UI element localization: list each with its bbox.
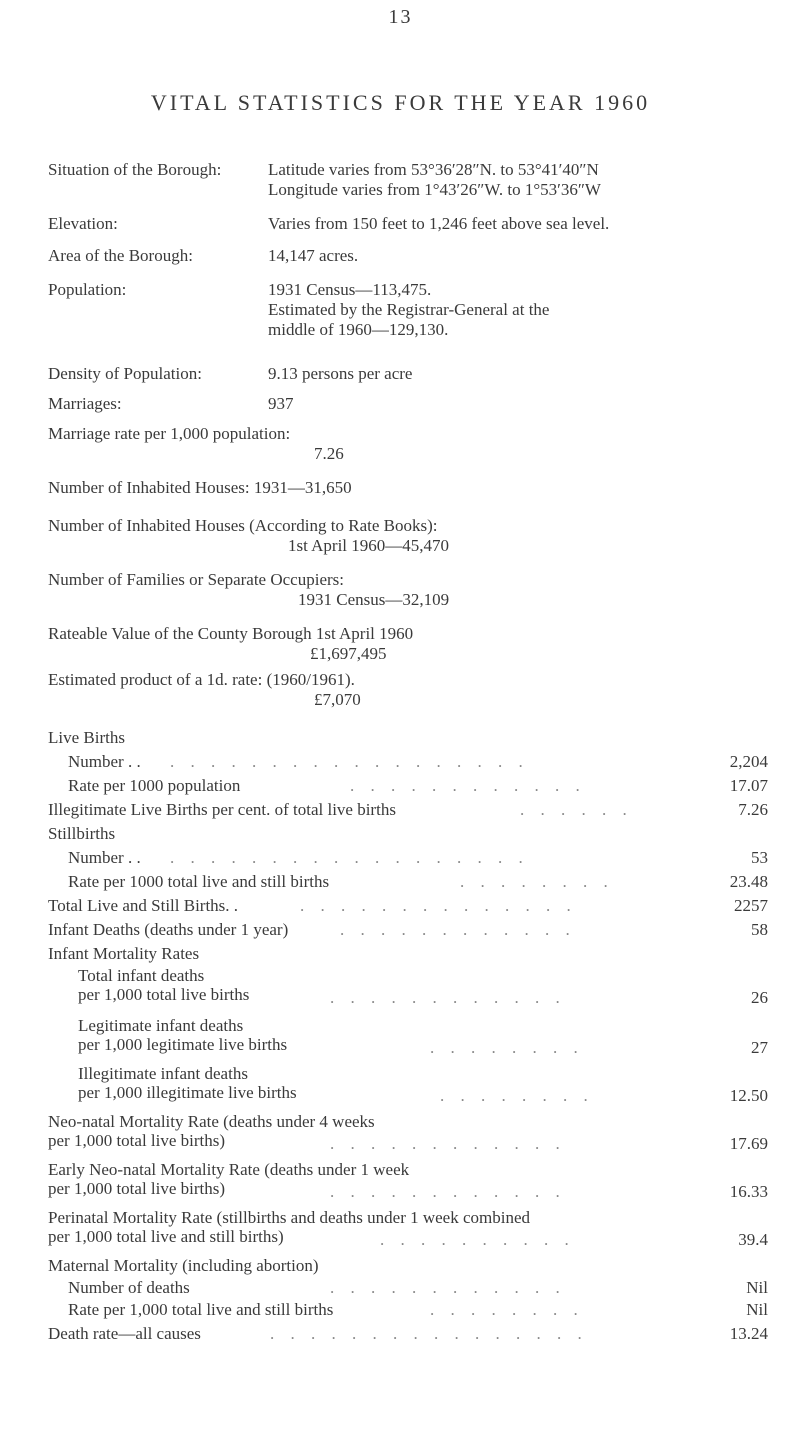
stat-label: Number . . xyxy=(68,848,141,867)
paragraph-line: Number of Inhabited Houses (According to Rate Books): xyxy=(48,516,438,535)
info-value: 14,147 acres. xyxy=(268,246,359,265)
stat-label: Early Neo-natal Mortality Rate (deaths under 1 week per 1,000 total live births) xyxy=(48,1160,410,1198)
stat-value: 16.33 xyxy=(729,1182,768,1201)
paragraph-value: £1,697,495 xyxy=(310,644,387,663)
info-value: Varies from 150 feet to 1,246 feet above sea level. xyxy=(268,214,610,233)
stat-value: 13.24 xyxy=(729,1324,768,1343)
info-label: Population: xyxy=(48,280,127,299)
info-label: Density of Population: xyxy=(48,364,202,383)
summary-paragraph xyxy=(48,424,748,464)
summary-paragraph xyxy=(48,624,748,664)
stat-value: 7.26 xyxy=(738,800,768,819)
stat-value: 17.69 xyxy=(729,1134,768,1153)
info-value: 1931 Census—113,475. Estimated by the Registrar-General at the middle of 1960—129,130. xyxy=(268,280,550,339)
stat-label: Maternal Mortality (including abortion) xyxy=(48,1256,319,1275)
stat-value: 23.48 xyxy=(729,872,768,891)
stat-value: 2257 xyxy=(734,896,768,915)
stat-label: Illegitimate infant deaths per 1,000 illegitimate live births xyxy=(78,1064,297,1102)
stat-value: 27 xyxy=(751,1038,768,1057)
stat-label: Death rate—all causes xyxy=(48,1324,201,1343)
stat-label: Infant Deaths (deaths under 1 year) xyxy=(48,920,289,939)
paragraph-line: Number of Families or Separate Occupiers: xyxy=(48,570,344,589)
stat-label: Infant Mortality Rates xyxy=(48,944,200,963)
stat-label: Rate per 1000 total live and still births xyxy=(68,872,330,891)
stat-label: Neo-natal Mortality Rate (deaths under 4 weeks per 1,000 total live births) xyxy=(48,1112,375,1150)
stat-label: Illegitimate Live Births per cent. of total live births xyxy=(48,800,396,819)
page-number: 13 xyxy=(388,6,413,28)
paragraph-value: 7.26 xyxy=(314,444,344,463)
info-label: Situation of the Borough: xyxy=(48,160,222,179)
stat-label: Total Live and Still Births. . xyxy=(48,896,239,915)
stat-value: 12.50 xyxy=(729,1086,768,1105)
paragraph-value: 1st April 1960—45,470 xyxy=(288,536,450,555)
stat-label: Stillbirths xyxy=(48,824,116,843)
paragraph-value: 1931 Census—32,109 xyxy=(298,590,450,609)
stat-value: Nil xyxy=(746,1300,768,1319)
stat-value: 58 xyxy=(751,920,768,939)
stat-label: Number of deaths xyxy=(68,1278,190,1297)
info-label: Elevation: xyxy=(48,214,118,233)
stat-label: Rate per 1000 population xyxy=(68,776,241,795)
info-label: Marriages: xyxy=(48,394,122,413)
info-label: Area of the Borough: xyxy=(48,246,193,265)
stat-value: Nil xyxy=(746,1278,768,1297)
stat-value: 53 xyxy=(751,848,768,867)
stat-label: Number . . xyxy=(68,752,141,771)
summary-paragraph xyxy=(48,478,748,498)
stat-value: 39.4 xyxy=(738,1230,768,1249)
stat-label: Total infant deaths per 1,000 total live births xyxy=(78,966,250,1004)
page-title: VITAL STATISTICS FOR THE YEAR 1960 xyxy=(150,90,651,115)
summary-paragraph xyxy=(48,670,748,710)
info-value: 9.13 persons per acre xyxy=(268,364,413,383)
stat-value: 17.07 xyxy=(729,776,768,795)
paragraph-line: Number of Inhabited Houses: 1931—31,650 xyxy=(48,478,352,497)
info-value: 937 xyxy=(268,394,294,413)
paragraph-value: £7,070 xyxy=(314,690,361,709)
stat-label: Live Births xyxy=(48,728,125,747)
stat-label: Legitimate infant deaths per 1,000 legitimate live births xyxy=(78,1016,288,1054)
stat-label: Perinatal Mortality Rate (stillbirths and deaths under 1 week combined per 1,000 total live and still births) xyxy=(48,1208,531,1246)
summary-paragraph xyxy=(48,516,748,556)
paragraph-line: Rateable Value of the County Borough 1st April 1960 xyxy=(48,624,414,643)
stat-label: Rate per 1,000 total live and still births xyxy=(68,1300,334,1319)
paragraph-line: Estimated product of a 1d. rate: (1960/1961). xyxy=(48,670,355,689)
stat-value: 26 xyxy=(751,988,768,1007)
paragraph-line: Marriage rate per 1,000 population: xyxy=(48,424,291,443)
stat-value: 2,204 xyxy=(729,752,768,771)
info-value: Latitude varies from 53°36′28″N. to 53°41′40″N Longitude varies from 1°43′26″W. to 1°53′36″W xyxy=(268,160,601,199)
summary-paragraph xyxy=(48,570,748,610)
